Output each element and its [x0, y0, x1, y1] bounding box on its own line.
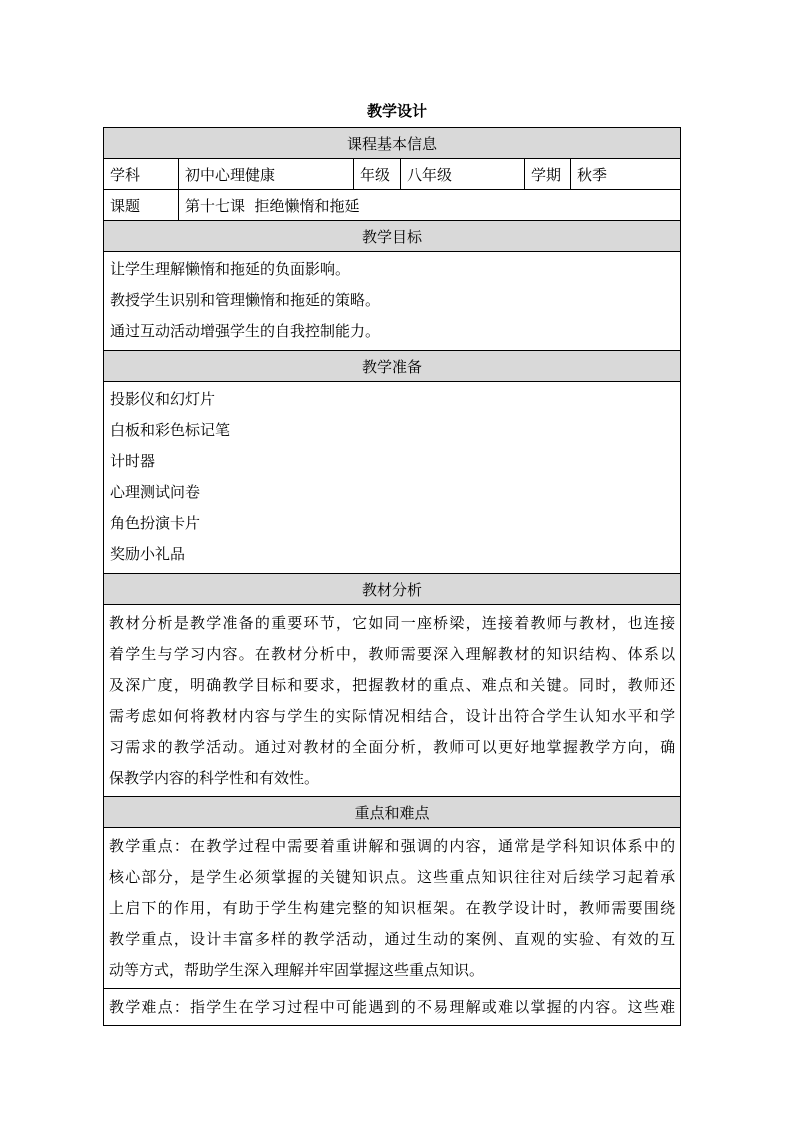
topic-label: 课题	[104, 190, 179, 221]
analysis-row	[104, 605, 681, 797]
section-header-preparation	[104, 351, 681, 382]
preparation-item: 白板和彩色标记笔	[110, 421, 231, 439]
analysis-line: 及深广度，明确教学目标和要求，把握教材的重点、难点和关键。同时，教师还	[109, 676, 676, 694]
preparation-item: 计时器	[110, 452, 156, 470]
objective-item: 教授学生识别和管理懒惰和拖延的策略。	[110, 291, 381, 309]
info-row-subject	[104, 159, 681, 190]
analysis-line: 着学生与学习内容。在教材分析中，教师需要深入理解教材的知识结构、体系以	[109, 645, 676, 663]
preparation-item: 角色扮演卡片	[110, 514, 201, 532]
objectives-row	[104, 252, 681, 351]
section-title: 教材分析	[104, 574, 681, 605]
preparation-list	[104, 382, 681, 574]
section-title: 教学目标	[104, 221, 681, 252]
grade-label: 年级	[354, 159, 401, 190]
difficulty-row	[104, 989, 681, 1026]
key-point-line: 上启下的作用，有助于学生构建完整的知识框架。在教学设计时，教师需要围绕	[109, 899, 676, 917]
term-value: 秋季	[571, 159, 681, 190]
objective-item: 让学生理解懒惰和拖延的负面影响。	[110, 260, 351, 278]
preparation-row	[104, 382, 681, 574]
difficulty-paragraph	[104, 989, 681, 1026]
section-title: 教学准备	[104, 351, 681, 382]
section-header-analysis	[104, 574, 681, 605]
section-header-basic-info	[104, 128, 681, 159]
analysis-paragraph	[104, 605, 681, 797]
key-points-row	[104, 828, 681, 989]
key-point-line: 教学重点：在教学过程中需要着重讲解和强调的内容，通常是学科知识体系中的	[109, 837, 676, 855]
section-title: 重点和难点	[104, 797, 681, 828]
preparation-item: 心理测试问卷	[110, 483, 201, 501]
subject-label: 学科	[104, 159, 179, 190]
preparation-item: 投影仪和幻灯片	[110, 390, 216, 408]
lesson-plan-table	[103, 127, 681, 1026]
subject-value: 初中心理健康	[179, 159, 354, 190]
objective-item: 通过互动活动增强学生的自我控制能力。	[110, 322, 381, 340]
preparation-item: 奖励小礼品	[110, 545, 186, 563]
info-row-topic	[104, 190, 681, 221]
analysis-line: 保教学内容的科学性和有效性。	[109, 769, 320, 787]
section-header-objectives	[104, 221, 681, 252]
grade-value: 八年级	[401, 159, 525, 190]
objectives-list	[104, 252, 681, 351]
topic-value: 第十七课 拒绝懒惰和拖延	[179, 190, 681, 221]
analysis-line: 习需求的教学活动。通过对教材的全面分析，教师可以更好地掌握教学方向，确	[109, 738, 676, 756]
analysis-line: 教材分析是教学准备的重要环节，它如同一座桥梁，连接着教师与教材，也连接	[109, 614, 676, 632]
term-label: 学期	[525, 159, 571, 190]
section-header-key-points	[104, 797, 681, 828]
difficulty-line: 教学难点：指学生在学习过程中可能遇到的不易理解或难以掌握的内容。这些难	[109, 998, 676, 1016]
key-point-line: 核心部分，是学生必须掌握的关键知识点。这些重点知识往往对后续学习起着承	[109, 868, 676, 886]
analysis-line: 需考虑如何将教材内容与学生的实际情况相结合，设计出符合学生认知水平和学	[109, 707, 676, 725]
section-title: 课程基本信息	[104, 128, 681, 159]
key-point-line: 动等方式，帮助学生深入理解并牢固掌握这些重点知识。	[109, 961, 485, 979]
document-title: 教学设计	[366, 102, 427, 120]
key-points-paragraph	[104, 828, 681, 989]
key-point-line: 教学重点，设计丰富多样的教学活动，通过生动的案例、直观的实验、有效的互	[109, 930, 676, 948]
